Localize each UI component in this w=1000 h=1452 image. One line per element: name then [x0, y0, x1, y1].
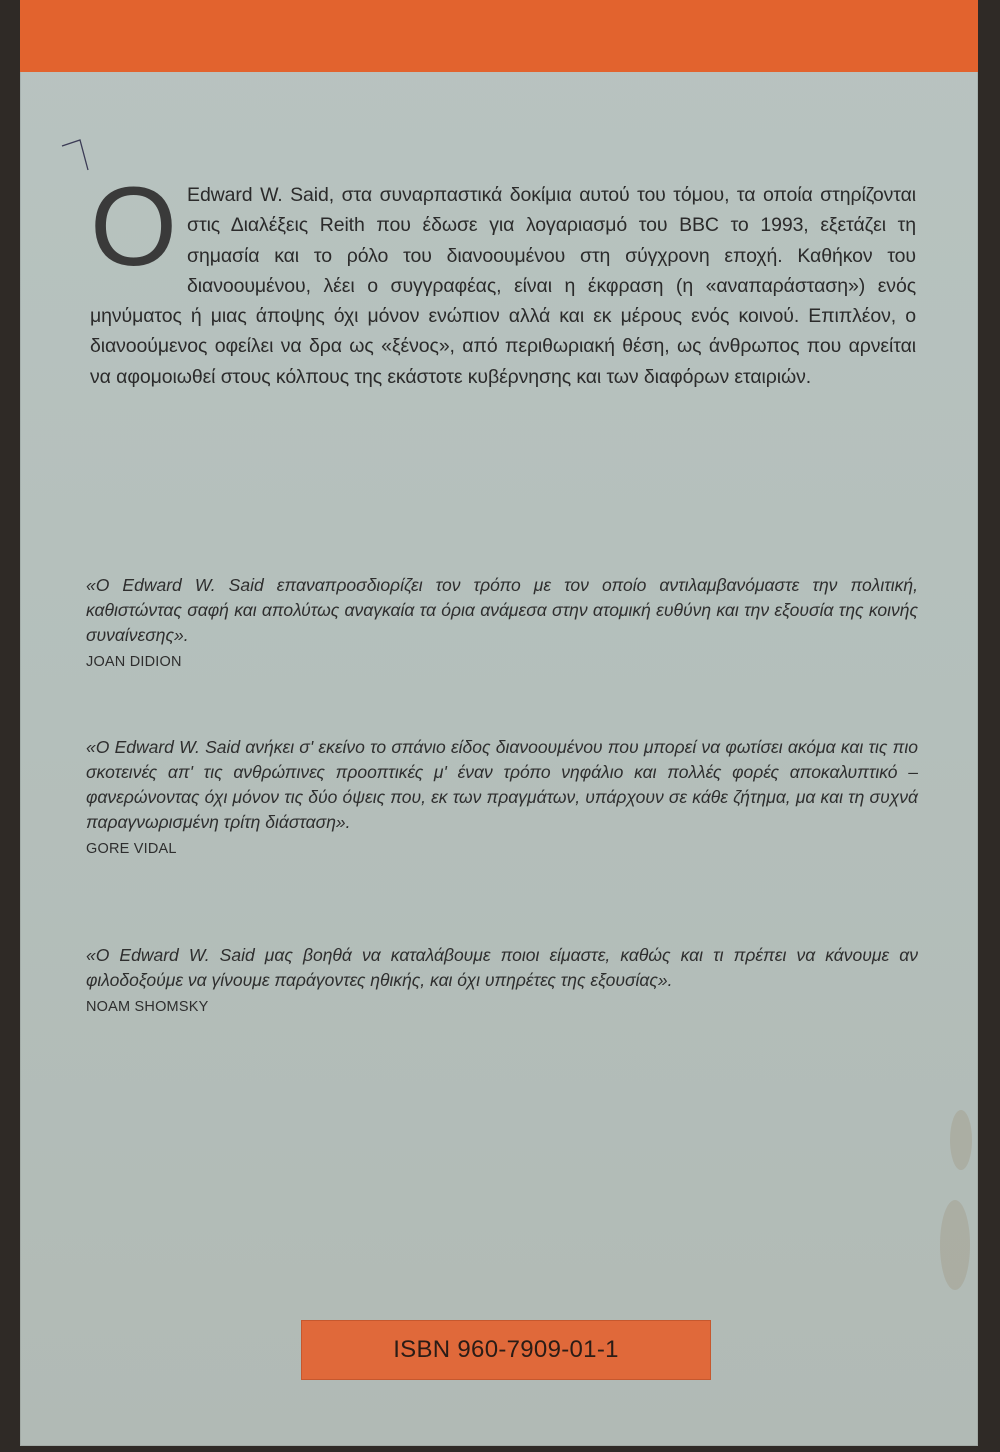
- quote-author: NOAM SHOMSKY: [86, 999, 209, 1015]
- quote-text: «Ο Edward W. Said επαναπροσδιορίζει τον τρόπο με τον οποίο αντιλαμβανόμαστε την πολιτική, καθιστώντας σαφή και απολύτως αναγκαία τα όρια ανάμεσα στην ατομική ευθύνη και την εξουσία της κοινής συναίνεσης».: [86, 575, 918, 645]
- top-orange-band: [20, 0, 978, 72]
- quote-author: JOAN DIDION: [86, 654, 182, 670]
- book-back-cover: [20, 0, 978, 1446]
- quote-author: GORE VIDAL: [86, 841, 177, 857]
- quote-gore-vidal: [86, 735, 918, 859]
- drop-cap: Ο: [90, 164, 178, 289]
- isbn-number: ISBN 960-7909-01-1: [393, 1336, 619, 1363]
- quote-text: «Ο Edward W. Said μας βοηθά να καταλάβουμε ποιοι είμαστε, καθώς και τι πρέπει να κάνουμε αν φιλοδοξούμε να γίνουμε παράγοντες ηθικής, και όχι υπηρέτες της εξουσίας».: [86, 945, 918, 990]
- paper-stain: [940, 1200, 970, 1290]
- paper-stain: [950, 1110, 972, 1170]
- blurb-paragraph: [90, 164, 916, 392]
- blurb-text: Edward W. Said, στα συναρπαστικά δοκίμια αυτού του τόμου, τα οποία στηρίζονται στις Διαλέξεις Reith που έδωσε για λογαριασμό του BBC το 1993, εξετάζει τη σημασία και το ρόλο του διανοουμένου στη σύγχρονη εποχή. Καθήκον του διανοουμένου, λέει ο συγγραφέας, είναι η έκφραση (η «αναπαράσταση») ενός μηνύματος ή μιας άποψης όχι μόνον ενώπιον αλλά και εκ μέρους ενός κοινού. Επιπλέον, ο διανοούμενος οφείλει να δρα ως «ξένος», από περιθωριακή θέση, ως άνθρωπος που αρνείται να αφομοιωθεί στους κόλπους της εκάστοτε κυβέρνησης και των διαφόρων εταιριών.: [90, 184, 916, 388]
- quote-joan-didion: [86, 573, 918, 672]
- quote-text: «Ο Edward W. Said ανήκει σ' εκείνο το σπάνιο είδος διανοουμένου που μπορεί να φωτίσει ακόμα και τις πιο σκοτεινές απ' τις ανθρώπινες προοπτικές μ' έναν τρόπο νηφάλιο και πολλές φορές αποκαλυπτικό –φανερώνοντας όχι μόνον τις δύο όψεις που, εκ των πραγμάτων, υπάρχουν σε κάθε ζήτημα, μα και τη συχνά παραγνωρισμένη τρίτη διάσταση».: [86, 737, 918, 832]
- quote-noam-shomsky: [86, 943, 918, 1017]
- isbn-box: [301, 1320, 711, 1380]
